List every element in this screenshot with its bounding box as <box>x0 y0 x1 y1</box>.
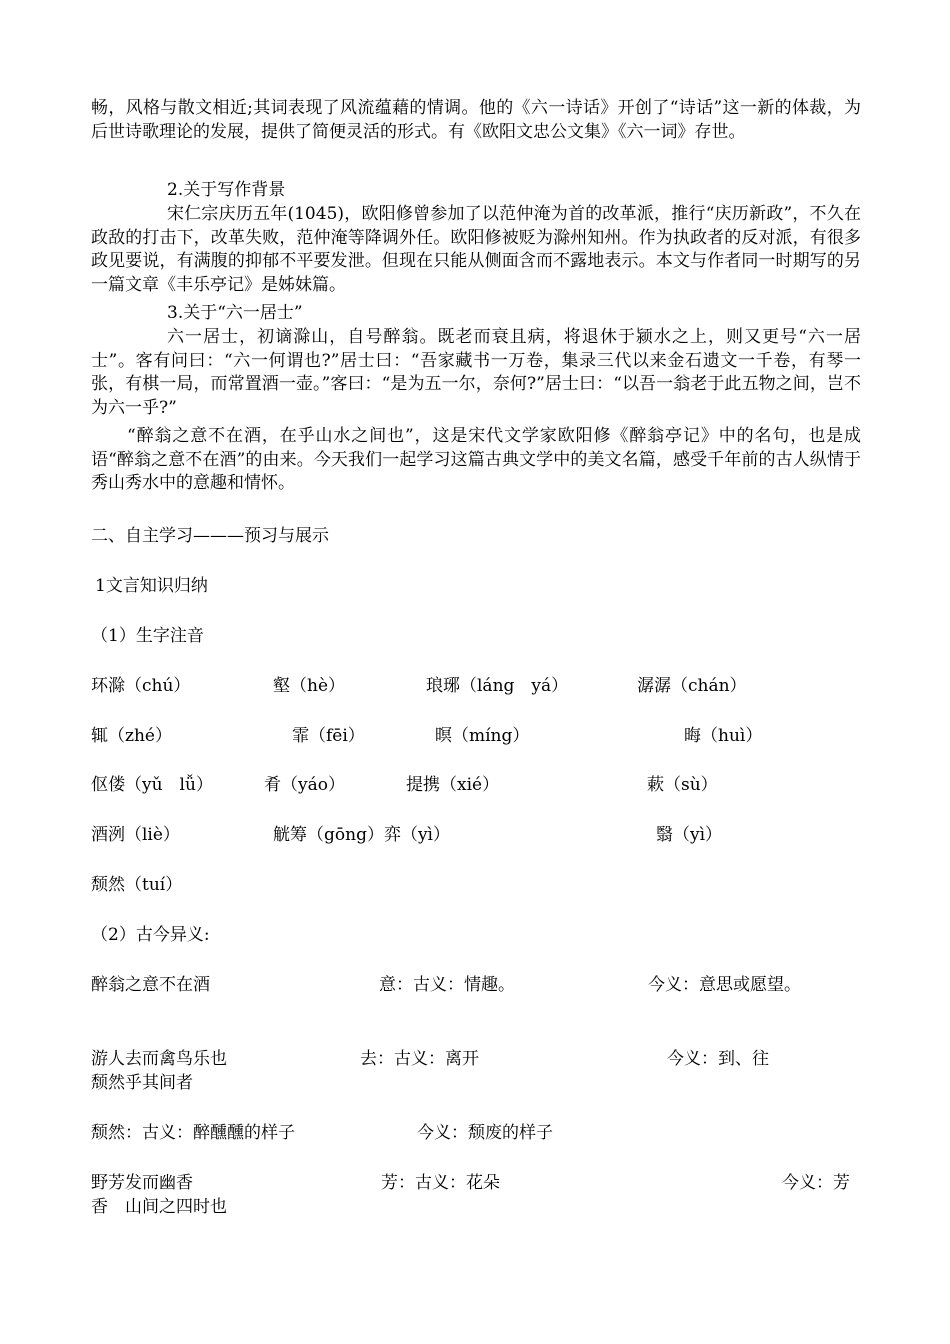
pron-item: 伛偻（yǔ lǚ） <box>91 775 213 795</box>
pron-item: 酒洌（liè） <box>91 825 180 845</box>
gujin-phrase: 颓然乎其间者 <box>91 1073 193 1093</box>
pron-item: 觥筹（gōng）弈（yì） <box>273 825 450 845</box>
pron-item: 壑（hè） <box>273 676 346 696</box>
gujin-phrase: 游人去而禽鸟乐也 <box>91 1049 227 1069</box>
pron-item: 蔌（sù） <box>647 775 718 795</box>
gujin-modern-meaning: 今义：颓废的样子 <box>417 1123 553 1143</box>
pron-item: 琅琊（láng yá） <box>426 676 569 696</box>
gujin-modern-meaning: 今义：到、往 <box>667 1049 769 1069</box>
intro-paragraph-1: 畅，风格与散文相近;其词表现了风流蕴藉的情调。他的《六一诗话》开创了“诗话”这一新的体裁，为后世诗歌理论的发展，提供了简便灵活的形式。有《欧阳文忠公文集》《六一词》存世。 <box>91 98 861 142</box>
intro-paragraph-3: 六一居士，初谪滁山，自号醉翁。既老而衰且病，将退休于颍水之上，则又更号“六一居士”。客有问曰：“六一何谓也?”居士曰：“吾家藏书一万卷，集录三代以来金石遗文一千卷，有琴一张，有棋一局，而常置酒一壶。”客曰：“是为五一尔，奈何?”居士曰：“以吾一翁老于此五物之间，岂不为六一乎?” <box>91 327 861 418</box>
pron-item: 颓然（tuí） <box>91 875 183 895</box>
gujin-phrase: 香 山间之四时也 <box>91 1197 227 1217</box>
gujin-phrase: 醉翁之意不在酒 <box>91 975 210 995</box>
gujin-ancient-meaning: 去：古义：离开 <box>360 1049 479 1069</box>
gujin-modern-meaning: 今义：芳 <box>782 1173 850 1193</box>
intro-paragraph-4: “醉翁之意不在酒，在乎山水之间也”，这是宋代文学家欧阳修《醉翁亭记》中的名句，也是成语“醉翁之意不在酒”的由来。今天我们一起学习这篇古典文学中的美文名篇，感受千年前的古人纵情于秀山秀水中的意趣和情怀。 <box>91 426 861 494</box>
intro-paragraph-2: 宋仁宗庆历五年(1045)，欧阳修曾参加了以范仲淹为首的改革派，推行“庆历新政”，不久在政敌的打击下，改革失败，范仲淹等降调外任。欧阳修被贬为滁州知州。作为执政者的反对派，有很多政见要说，有满腹的抑郁不平要发泄。但现在只能从侧面含而不露地表示。本文与作者同一时期写的另一篇文章《丰乐亭记》是姊妹篇。 <box>91 204 861 295</box>
pron-item: 提携（xié） <box>406 775 500 795</box>
heading-liuyi-jushi: 3.关于“六一居士” <box>167 303 303 323</box>
heading-writing-background: 2.关于写作背景 <box>167 180 286 200</box>
pron-item: 翳（yì） <box>656 825 723 845</box>
pron-item: 暝（míng） <box>435 726 530 746</box>
pron-item: 霏（fēi） <box>292 726 365 746</box>
gujin-ancient-meaning: 芳：古义：花朵 <box>381 1173 500 1193</box>
gujin-phrase: 野芳发而幽香 <box>91 1173 193 1193</box>
gujin-title: （2）古今异义: <box>91 925 210 945</box>
gujin-ancient-meaning: 意：古义：情趣。 <box>379 975 515 995</box>
gujin-ancient-meaning: 颓然：古义：醉醺醺的样子 <box>91 1123 295 1143</box>
pron-item: 环滁（chú） <box>91 676 191 696</box>
gujin-modern-meaning: 今义：意思或愿望。 <box>648 975 801 995</box>
pron-item: 潺潺（chán） <box>637 676 747 696</box>
pron-item: 晦（huì） <box>684 726 763 746</box>
subsection-title: 1文言知识归纳 <box>95 576 208 596</box>
pron-item: 肴（yáo） <box>264 775 345 795</box>
pronunciation-title: （1）生字注音 <box>91 626 204 646</box>
pron-item: 辄（zhé） <box>91 726 172 746</box>
section-title: 二、自主学习———预习与展示 <box>91 526 329 546</box>
